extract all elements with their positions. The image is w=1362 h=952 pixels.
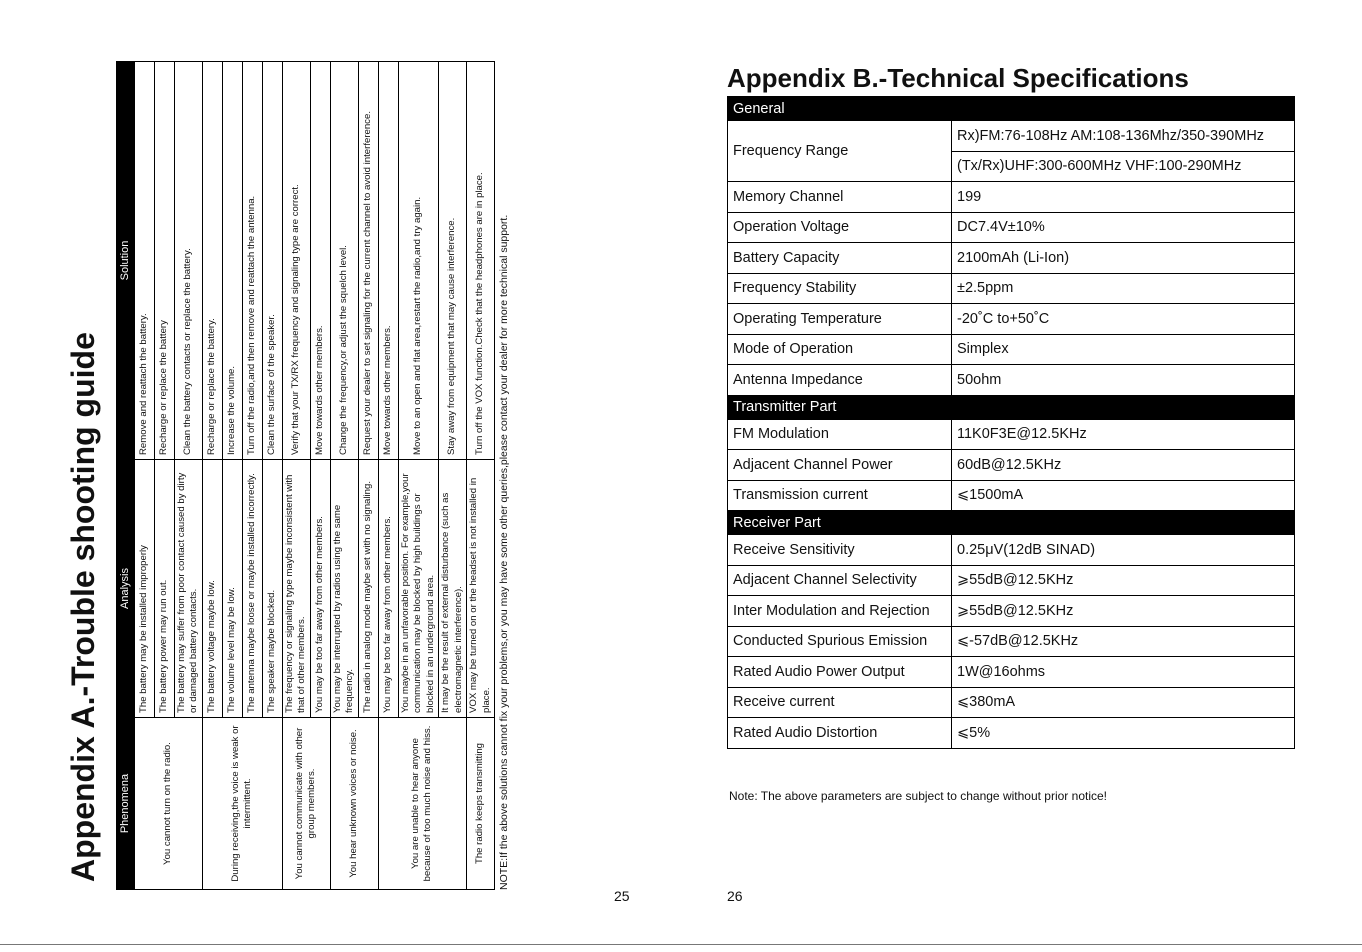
header-solution: Solution (117, 62, 135, 460)
table-row (728, 535, 1295, 566)
table-row (728, 334, 1295, 365)
spec-label: Adjacent Channel Selectivity (728, 565, 952, 596)
table-row (282, 62, 310, 890)
appendix-a-page (58, 60, 528, 890)
table-row (728, 243, 1295, 274)
spec-value: ±2.5ppm (952, 273, 1295, 304)
appendix-b-note: Note: The above parameters are subject to change without prior notice! (729, 789, 1107, 803)
spec-label: Frequency Range (728, 121, 952, 182)
table-row (202, 62, 222, 890)
solution-cell: Clean the surface of the speaker. (262, 62, 282, 460)
spec-label: Mode of Operation (728, 334, 952, 365)
spec-label: Frequency Stability (728, 273, 952, 304)
analysis-cell: The battery voltage maybe low. (202, 460, 222, 718)
spec-value: 1W@16ohms (952, 657, 1295, 688)
table-row (728, 365, 1295, 396)
spec-label: Rated Audio Distortion (728, 718, 952, 749)
table-row (728, 273, 1295, 304)
table-row (728, 182, 1295, 213)
phenomena-cell: During receiving,the voice is weak or intermittent. (202, 718, 282, 890)
analysis-cell: You may be too far away from other members. (378, 460, 398, 718)
appendix-a-rotated-content (58, 60, 528, 890)
spec-value: 50ohm (952, 365, 1295, 396)
spec-value: ⩾55dB@12.5KHz (952, 596, 1295, 627)
solution-cell: Turn off the radio,and then remove and reattach the antenna. (242, 62, 262, 460)
table-row (467, 62, 495, 890)
table-row (728, 304, 1295, 335)
troubleshooting-table (116, 61, 495, 890)
header-phenomena: Phenomena (117, 718, 135, 890)
table-row (728, 596, 1295, 627)
spec-label: Antenna Impedance (728, 365, 952, 396)
spec-label: Operation Voltage (728, 212, 952, 243)
table-row (728, 626, 1295, 657)
phenomena-cell: You hear unknown voices or noise. (330, 718, 378, 890)
spec-label: FM Modulation (728, 419, 952, 450)
spec-value: 2100mAh (Li-Ion) (952, 243, 1295, 274)
analysis-cell: The battery may suffer from poor contact caused by dirty or damaged battery contacts. (175, 460, 203, 718)
table-row (728, 480, 1295, 511)
phenomena-cell: You cannot turn on the radio. (135, 718, 203, 890)
spec-value: DC7.4V±10% (952, 212, 1295, 243)
section-title: Receiver Part (728, 511, 1295, 535)
spec-label: Memory Channel (728, 182, 952, 213)
spec-label: Battery Capacity (728, 243, 952, 274)
phenomena-cell: The radio keeps transmitting (467, 718, 495, 890)
spec-label: Receive current (728, 687, 952, 718)
table-row (728, 718, 1295, 749)
table-row (135, 62, 155, 890)
spec-label: Operating Temperature (728, 304, 952, 335)
spec-label: Inter Modulation and Rejection (728, 596, 952, 627)
appendix-b-title: Appendix B.-Technical Specifications (727, 63, 1189, 93)
analysis-cell: The volume level may be low. (222, 460, 242, 718)
table-row (728, 450, 1295, 481)
solution-cell: Stay away from equipment that may cause interference. (439, 62, 467, 460)
section-title: Transmitter Part (728, 395, 1295, 419)
spec-label: Rated Audio Power Output (728, 657, 952, 688)
table-row (728, 212, 1295, 243)
solution-cell: Move to an open and flat area,restart the radio,and try again. (398, 62, 438, 460)
solution-cell: Increase the volume. (222, 62, 242, 460)
solution-cell: Move towards other members. (310, 62, 330, 460)
section-title: General (728, 97, 1295, 121)
analysis-cell: The antenna maybe loose or maybe installed incorrectly. (242, 460, 262, 718)
solution-cell: Turn off the VOX function.Check that the headphones are in place. (467, 62, 495, 460)
solution-cell: Remove and reattach the battery. (135, 62, 155, 460)
analysis-cell: You maybe in an unfavorable position. For example,your communication may be blocked by high buildings or blocked in an underground area. (398, 460, 438, 718)
spec-value: 199 (952, 182, 1295, 213)
table-row (728, 687, 1295, 718)
analysis-cell: You may be too far away from other members. (310, 460, 330, 718)
header-analysis: Analysis (117, 460, 135, 718)
spec-value: Rx)FM:76-108Hz AM:108-136Mhz/350-390MHz (952, 121, 1295, 152)
spec-label: Conducted Spurious Emission (728, 626, 952, 657)
solution-cell: Clean the battery contacts or replace the battery. (175, 62, 203, 460)
appendix-a-title: Appendix A.-Trouble shooting guide (65, 332, 101, 882)
solution-cell: Recharge or replace the battery (155, 62, 175, 460)
solution-cell: Recharge or replace the battery. (202, 62, 222, 460)
appendix-a-note: NOTE:If the above solutions cannot fix your problems,or you may have some other queries,please contact your dealer for more technical support. (498, 214, 510, 890)
spec-value: ⩽380mA (952, 687, 1295, 718)
analysis-cell: It may be the result of external disturbance (such as electromagnetic interference). (439, 460, 467, 718)
spec-value: 11K0F3E@12.5KHz (952, 419, 1295, 450)
bottom-divider (0, 944, 1362, 945)
table-row (728, 419, 1295, 450)
solution-cell: Verify that your TX/RX frequency and signaling type are correct. (282, 62, 310, 460)
spec-value: ⩽-57dB@12.5KHz (952, 626, 1295, 657)
table-row (330, 62, 358, 890)
phenomena-cell: You cannot communicate with other group members. (282, 718, 330, 890)
spec-label: Receive Sensitivity (728, 535, 952, 566)
specifications-table (727, 96, 1295, 749)
spec-value: ⩾55dB@12.5KHz (952, 565, 1295, 596)
troubleshooting-header-row (117, 62, 135, 890)
table-row (728, 657, 1295, 688)
spec-label: Transmission current (728, 480, 952, 511)
spec-value: ⩽1500mA (952, 480, 1295, 511)
analysis-cell: VOX may be turned on or the headset is not installed in place. (467, 460, 495, 718)
solution-cell: Change the frequency,or adjust the squelch level. (330, 62, 358, 460)
spec-value: 0.25μV(12dB SINAD) (952, 535, 1295, 566)
section-header-receiver (728, 511, 1295, 535)
spec-value: (Tx/Rx)UHF:300-600MHz VHF:100-290MHz (952, 151, 1295, 182)
phenomena-cell: You are unable to hear anyone because of too much noise and hiss. (378, 718, 466, 890)
section-header-general (728, 97, 1295, 121)
table-row (378, 62, 398, 890)
spec-value: Simplex (952, 334, 1295, 365)
solution-cell: Request your dealer to set signaling for the current channel to avoid interference. (358, 62, 378, 460)
table-row (728, 121, 1295, 152)
analysis-cell: The battery may be installed improperly (135, 460, 155, 718)
analysis-cell: The battery power may run out. (155, 460, 175, 718)
page-number-right: 26 (727, 888, 743, 904)
analysis-cell: You may be interrupted by radios using the same frequency. (330, 460, 358, 718)
page-number-left: 25 (614, 888, 630, 904)
analysis-cell: The speaker maybe blocked. (262, 460, 282, 718)
section-header-transmitter (728, 395, 1295, 419)
spec-value: -20˚C to+50˚C (952, 304, 1295, 335)
spec-value: ⩽5% (952, 718, 1295, 749)
analysis-cell: The radio in analog mode maybe set with no signaling. (358, 460, 378, 718)
table-row (728, 565, 1295, 596)
spec-value: 60dB@12.5KHz (952, 450, 1295, 481)
solution-cell: Move towards other members. (378, 62, 398, 460)
spec-label: Adjacent Channel Power (728, 450, 952, 481)
analysis-cell: The frequency or signaling type maybe inconsistent with that of other members. (282, 460, 310, 718)
